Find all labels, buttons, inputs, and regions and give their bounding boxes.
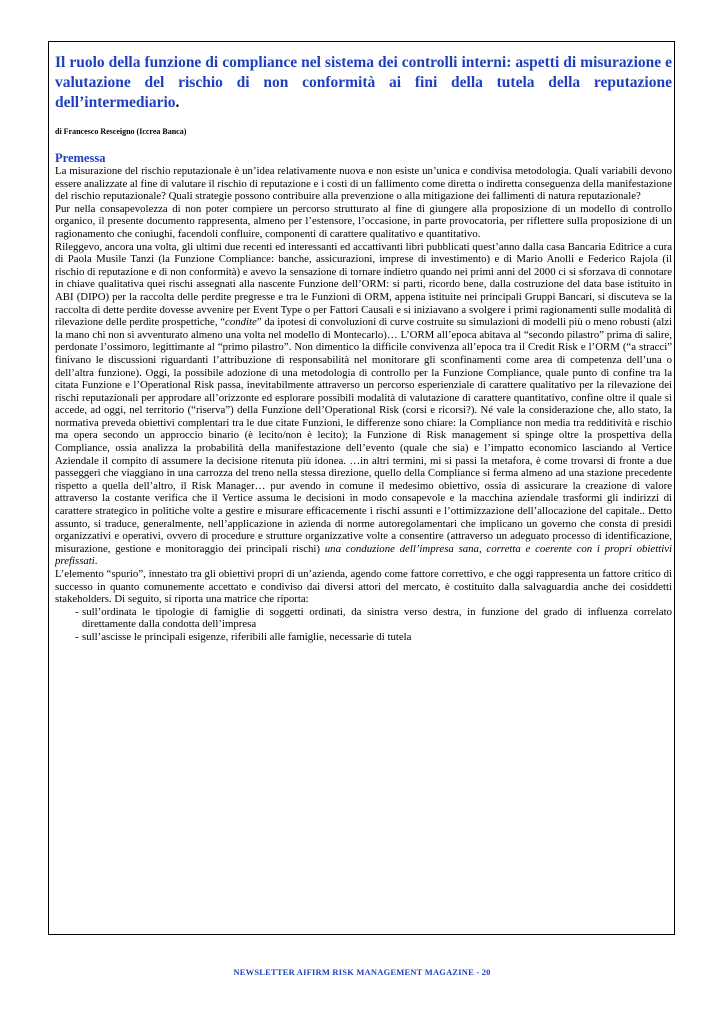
paragraph-1: La misurazione del rischio reputazionale è un’idea relativamente nuova e non esiste un’unica e condivisa metodologia. Quali variabili devono essere analizzate al fine di valutare il rischio di reputazione e i costi di un fallimento come diretta o indiretta conseguenza della manifestazione del rischio reputazionale? Quali strategie possono contribuire alla prevenzione o alla mitigazione dei fallimenti di natura reputazionale? <box>55 165 672 203</box>
paragraph-3-part-b: ” da ipotesi di convoluzioni di curve costruite su simulazioni di modelli più o meno robusti (alzi la mano chi non si avventurato almeno una volta nel modello di Montecarlo)… L’ORM all’epoca abitava al “secondo pilastro” prima di salire, perdonate l’ossimoro, legittimante al “primo pilastro”. Non dimentico la difficile convivenza all’epoca tra il Credit Risk e l’ORM (“a stracci” finivano le discussioni riguardanti l’attribuzione di responsabilità nel monitorare gli sconfinamenti come area di competenza dell’una o dell’altra funzione). Oggi, la possibile adozione di una metodologia di controllo per la Funzione Compliance, quale punto di confine tra la citata Funzione e l’Operational Risk passa, inevitabilmente attraverso un percorso esperienziale di carattere qualitativo per la rilevazione dei rischi reputazionali per approdare all’orizzonte ed esplorare possibili modalità di valutazione di carattere quantitativo, confine oltre il quale si accede, ad oggi, nel territorio (“riserva”) della Funzione dell’Operational Risk (corsi e ricorsi?). Né vale la considerazione che, allo stato, la normativa preveda obiettivi complentari tra le due citate Funzioni, le differenze sono chiare: la Compliance non media tra redditività e rischio ma opera secondo un approccio binario (è lecito/non è lecito); la Funzione di Risk management si spinge oltre la prospettiva della Compliance, ossia analizza la probabilità della manifestazione dell’evento (quale che sia) e l’impatto economico lasciando al Vertice Aziendale il compito di assumere la decisione ritenuta più idonea. …in altri termini, mi si passi la metafora, è come trovarsi di fronte a due passeggeri che viaggiano in una carrozza del treno nella stessa direzione, quello della Compliance si ferma almeno ad una stazione precedente rispetto a quella dell’altro, il Risk Manager… pur avendo in comune il medesimo obiettivo, ossia di assicurare la creazione di valore attraverso la costante verifica che il Vertice assuma le decisioni in modo consapevole e la macchina aziendale trasformi gli indirizzi di carattere strategico in politiche volte a gestire e misurare efficacemente i rischi assunti e l’ottimizzazione dell’allocazione del capitale.. Detto assunto, si traduce, generalmente, nell’applicazione in azienda di norme autoregolamentari che implicano un governo che consta di presidi organizzativi e operativi, ovvero di procedure e strutture organizzative volte a consentire (attraverso un adeguato processo di identificazione, misurazione, gestione e monitoraggio dei principali rischi) <box>55 316 672 555</box>
page-footer: NEWSLETTER AIFIRM RISK MANAGEMENT MAGAZINE - 20 <box>233 967 491 977</box>
paragraph-2: Pur nella consapevolezza di non poter compiere un percorso strutturato al fine di giungere alla proposizione di un modello di controllo organico, il presente documento rappresenta, almeno per l’estensore, l’occasione, in parte provocatoria, per riflettere sulla proposizione di un ragionamento che coniughi, facendoli confluire, componenti di carattere qualitativo e quantitativo. <box>55 202 672 240</box>
paragraph-3 <box>55 241 672 568</box>
article-title <box>55 53 672 113</box>
bullet-marker: - <box>75 605 79 618</box>
section-title: Premessa <box>55 151 106 165</box>
list-item <box>55 606 672 631</box>
bullet-list <box>55 606 672 644</box>
paragraph-3-italic-2: una conduzione dell’impresa sana, corretta e coerente con i propri obiettivi prefissati <box>55 542 672 568</box>
paragraph-3-italic: condite <box>225 316 257 329</box>
paragraph-4: L’elemento “spurio”, innestato tra gli obiettivi propri di un’azienda, agendo come fattore correttivo, e che oggi rappresenta un fattore critico di successo in quanto comunemente accettato e condiviso dai diversi attori del mercato, è costituito dalla salvaguardia anche dei cosiddetti stakeholders. Di seguito, si riporta una matrice che riporta: <box>55 568 672 606</box>
article-title-end: . <box>175 94 180 111</box>
article-body <box>55 53 672 644</box>
bullet-marker: - <box>75 630 79 643</box>
author-line: di Francesco Resceigno (Iccrea Banca) <box>55 127 187 136</box>
paragraph-3-part-c: . <box>94 555 98 568</box>
list-item-text: sull’ascisse le principali esigenze, riferibili alle famiglie, necessarie di tutela <box>82 630 412 643</box>
list-item <box>55 631 672 644</box>
article-title-text: Il ruolo della funzione di compliance nel sistema dei controlli interni: aspetti di misurazione e valutazione del rischio di non conformità ai fini della tutela della reputazione dell’intermediario <box>55 54 672 111</box>
paragraph-3-part-a: Rileggevo, ancora una volta, gli ultimi due recenti ed interessanti ed accattivanti libri pubblicati quest’anno dalla casa Bancaria Editrice a cura di Paola Musile Tanzi (la Funzione Compliance: banche, assicurazioni, imprese di investimento) e di Mario Anolli e Federico Rajola (il rischio di reputazione e di non conformità) e avevo la sensazione di tornare indietro quando nei primi anni del 2000 ci si sforzava di connotare in chiave qualitativa quei rischi assegnati alla nascente Funzione dell’ORM: si parti, ricordo bene, dalla costruzione del data base istituito in ABI (DIPO) per la raccolta delle perdite pregresse e tra le Funzioni di ORM, appena istituite nei principali Gruppi Bancari, si discuteva se la raccolta di dette perdite dovesse avvenire per Event Type o per Fattori Causali e si iniziavano a svolgere i primi ragionamenti sulle modalità di rilevazione delle perdite prospettiche, “ <box>55 240 672 329</box>
list-item-text: sull’ordinata le tipologie di famiglie di soggetti ordinati, da sinistra verso destra, in funzione del grado di influenza correlato direttamente dalla condotta dell’impresa <box>82 605 672 631</box>
